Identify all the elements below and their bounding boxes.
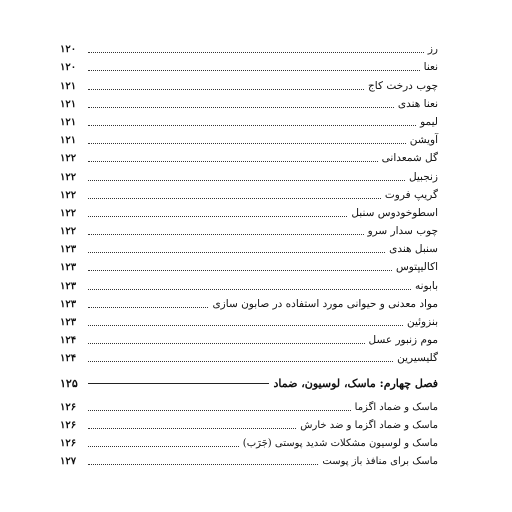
entry-page: ۱۲۰ [60,44,77,56]
entry-page: ۱۲۶ [60,401,77,413]
toc-entry [60,111,438,129]
entry-page: ۱۲۲ [60,226,77,238]
entry-page: ۱۲۶ [60,419,77,431]
dot-leader [88,106,394,108]
dot-leader [88,142,406,144]
dot-leader [88,215,347,217]
entry-title: ماسک و ضماد اگزما [354,401,438,413]
entry-title: اکالیپتوس [395,261,438,274]
dot-leader [88,124,416,126]
dot-leader [88,51,424,53]
dot-leader [88,88,364,90]
toc-entry [60,129,438,147]
dot-leader [88,179,405,181]
entry-page: ۱۲۱ [60,80,77,92]
entry-page: ۱۲۴ [60,335,77,347]
entry-title: مواد معدنی و حیوانی مورد استفاده در صابون سازی [212,297,438,310]
toc-entry [60,202,438,220]
chapter-rule [88,382,269,384]
toc-entry [60,450,438,468]
dot-leader [88,197,381,199]
entry-page: ۱۲۲ [60,207,77,219]
entry-page: ۱۲۷ [60,456,77,468]
toc-entry [60,74,438,92]
entry-title: نعنا [423,61,438,74]
entry-page: ۱۲۳ [60,262,77,274]
entry-title: ماسک و لوسیون مشکلات شدید پوستی (جَرَب) [242,437,438,449]
toc-entry [60,395,438,413]
toc-entry [60,274,438,292]
entry-title: اسطوخودوس سنبل [351,206,438,219]
table-of-contents [60,38,438,468]
toc-entry [60,293,438,311]
toc-entry [60,311,438,329]
entry-title: چوب سدار سرو [367,225,438,238]
toc-entry [60,432,438,450]
entry-page: ۱۲۲ [60,153,77,165]
toc-entry [60,238,438,256]
chapter-heading [60,371,438,395]
entry-page: ۱۲۱ [60,116,77,128]
entry-title: گل شمعدانی [381,152,438,165]
toc-entry [60,93,438,111]
entry-title: لیمو [420,115,438,128]
dot-leader [88,269,392,271]
dot-leader [88,288,411,290]
entry-title: ماسک برای منافذ باز پوست [322,456,438,468]
dot-leader [88,409,351,411]
dot-leader [88,427,296,429]
toc-entry [60,56,438,74]
entry-title: چوب درخت کاج [368,79,438,92]
entry-page: ۱۲۱ [60,135,77,147]
toc-entry [60,38,438,56]
entry-page: ۱۲۶ [60,437,77,449]
toc-entry [60,256,438,274]
entry-title: زنجبیل [408,170,438,183]
toc-entry [60,165,438,183]
toc-entry [60,184,438,202]
entry-title: موم زنبور عسل [368,334,438,347]
entry-page: ۱۲۳ [60,298,77,310]
entry-title: رز [427,43,438,56]
dot-leader [88,233,364,235]
toc-entry [60,347,438,365]
dot-leader [88,160,378,162]
entry-page: ۱۲۳ [60,317,77,328]
entry-title: ماسک و ضماد اگزما و ضد خارش [300,419,438,431]
entry-title: گریپ فروت [384,188,438,201]
entry-page: ۱۲۱ [60,98,77,110]
entry-page: ۱۲۳ [60,244,77,256]
entry-page: ۱۲۴ [60,353,77,365]
dot-leader [88,360,393,362]
entry-title: بابونه [414,279,438,292]
dot-leader [88,306,208,308]
dot-leader [88,251,385,253]
entry-title: نعنا هندی [397,97,438,110]
entry-title: سنبل هندی [389,243,438,256]
chapter-title: فصل چهارم: ماسک، لوسیون، ضماد [273,376,438,390]
dot-leader [88,324,403,326]
dot-leader [88,445,239,447]
entry-page: ۱۲۳ [60,280,77,292]
entry-page: ۱۲۰ [60,62,77,74]
entry-title: گلیسیرین [397,352,438,365]
toc-entry [60,329,438,347]
dot-leader [88,463,318,465]
toc-entry [60,414,438,432]
toc-entry [60,147,438,165]
entry-page: ۱۲۲ [60,171,77,183]
entry-title: بنزوئین [406,316,438,328]
chapter-page: ۱۲۵ [60,376,78,390]
dot-leader [88,69,420,71]
entry-page: ۱۲۲ [60,189,77,201]
toc-entry [60,220,438,238]
dot-leader [88,342,365,344]
entry-title: آویشن [409,134,438,147]
